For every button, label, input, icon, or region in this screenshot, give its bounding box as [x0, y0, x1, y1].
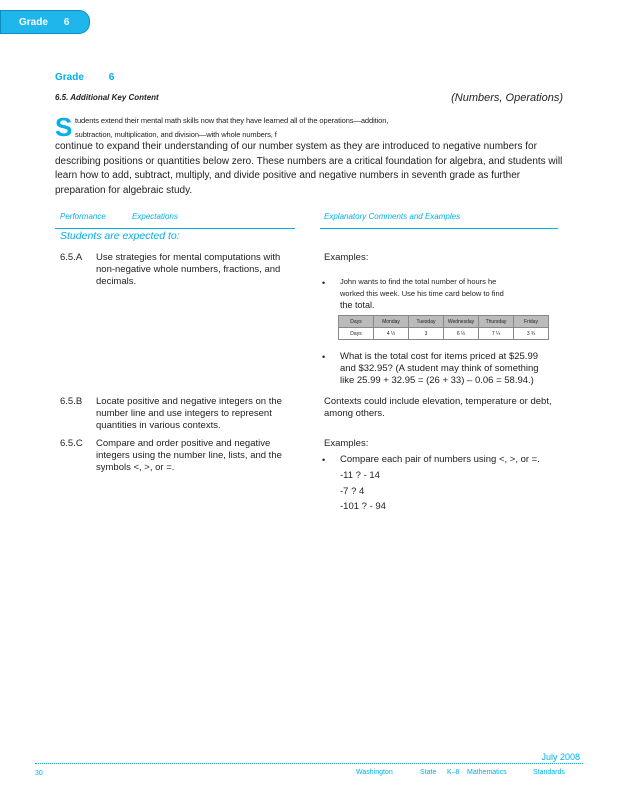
intro-line-1: tudents extend their mental math skills now that they have learned all of the operations—addition, [75, 116, 389, 125]
footer-state-2: State [420, 769, 437, 776]
performance-expectations-heading [60, 212, 178, 221]
time-card-header: Friday [514, 316, 549, 328]
time-card-header: Monday [374, 316, 409, 328]
comparison-item: -11 ? - 14 [340, 470, 380, 481]
comparison-item: -7 ? 4 [340, 486, 365, 497]
standard-number: 6.5.C [60, 438, 83, 449]
grade-tab-label: Grade [19, 16, 48, 28]
dropcap: S [55, 112, 73, 142]
time-card-cell: 3 [409, 328, 444, 340]
bullet: • [322, 455, 326, 465]
section-title: 6.5. Additional Key Content [55, 93, 159, 102]
time-card-table [338, 315, 549, 340]
performance-label: Performance [60, 212, 106, 221]
footer-state: Washington [356, 769, 393, 776]
section-category: (Numbers, Operations) [451, 92, 563, 104]
page-number: 30 [35, 770, 43, 777]
intro-body: continue to expand their understanding of our number system as they are introduced to negative numbers for describing positions or quantities below zero. These numbers are a critical foundation for algebra, and students will learn how to add, subtract, multiply, and divide positive and negative numbers in seventh grade as further preparation for algebraic study. [55, 141, 563, 196]
contexts-text: Contexts could include elevation, temperature or debt, among others. [324, 396, 552, 419]
compare-instruction: Compare each pair of numbers using <, >, or =. [340, 454, 540, 465]
explanatory-heading: Explanatory Comments and Examples [324, 212, 461, 221]
examples-heading: Examples: [324, 438, 369, 449]
grade-tab [0, 10, 90, 34]
footer-standards: Standards [533, 769, 565, 776]
bullet: • [322, 278, 326, 288]
grade-heading [55, 72, 114, 83]
grade-tab-number: 6 [63, 16, 70, 28]
footer-subject: Mathematics [467, 769, 507, 776]
time-card-cell: 3 ¾ [514, 328, 549, 340]
column-rule-right [320, 228, 558, 229]
standard-text: Compare and order positive and negative integers using the number line, lists, and the symbols <, >, or =. [96, 438, 282, 473]
cost-line-2: and $32.95? (A student may think of something [340, 363, 539, 374]
comparison-item: -101 ? - 94 [340, 501, 386, 512]
students-expected: Students are expected to: [60, 230, 180, 242]
cost-line-3: like 25.99 + 32.95 = (26 + 33) – 0.06 = 58.94.) [340, 375, 534, 386]
examples-heading: Examples: [324, 252, 369, 263]
john-line-2: worked this week. Use his time card below to find [340, 289, 504, 298]
bullet: • [322, 352, 326, 362]
john-line-1: John wants to find the total number of hours he [340, 277, 497, 286]
time-card-cell: 4 ½ [374, 328, 409, 340]
column-rule-left [55, 228, 295, 229]
time-card-header: Wednesday [444, 316, 479, 328]
standard-text: Use strategies for mental computations with non-negative whole numbers, fractions, and decimals. [96, 252, 281, 287]
footer-date: July 2008 [541, 752, 580, 762]
footer-grades: K–8 [447, 769, 460, 776]
time-card-cell: 7 ¼ [479, 328, 514, 340]
time-card-cell: 6 ½ [444, 328, 479, 340]
grade-heading-label: Grade [55, 72, 84, 83]
cost-line-1: What is the total cost for items priced at $25.99 [340, 351, 539, 362]
time-card-cell: Days [339, 328, 374, 340]
time-card-header: Days [339, 316, 374, 328]
footer-rule [35, 763, 583, 764]
expectations-label: Expectations [132, 212, 178, 221]
standard-number: 6.5.A [60, 252, 83, 263]
standard-number: 6.5.B [60, 396, 83, 407]
john-line-3: the total. [340, 300, 375, 310]
intro-line-2: subtraction, multiplication, and division—with whole numbers, f [75, 130, 277, 139]
standard-text: Locate positive and negative integers on the number line and use integers to represent quantities in various contexts. [96, 396, 282, 431]
time-card-header: Tuesday [409, 316, 444, 328]
grade-heading-number: 6 [108, 72, 115, 83]
time-card-header: Thursday [479, 316, 514, 328]
